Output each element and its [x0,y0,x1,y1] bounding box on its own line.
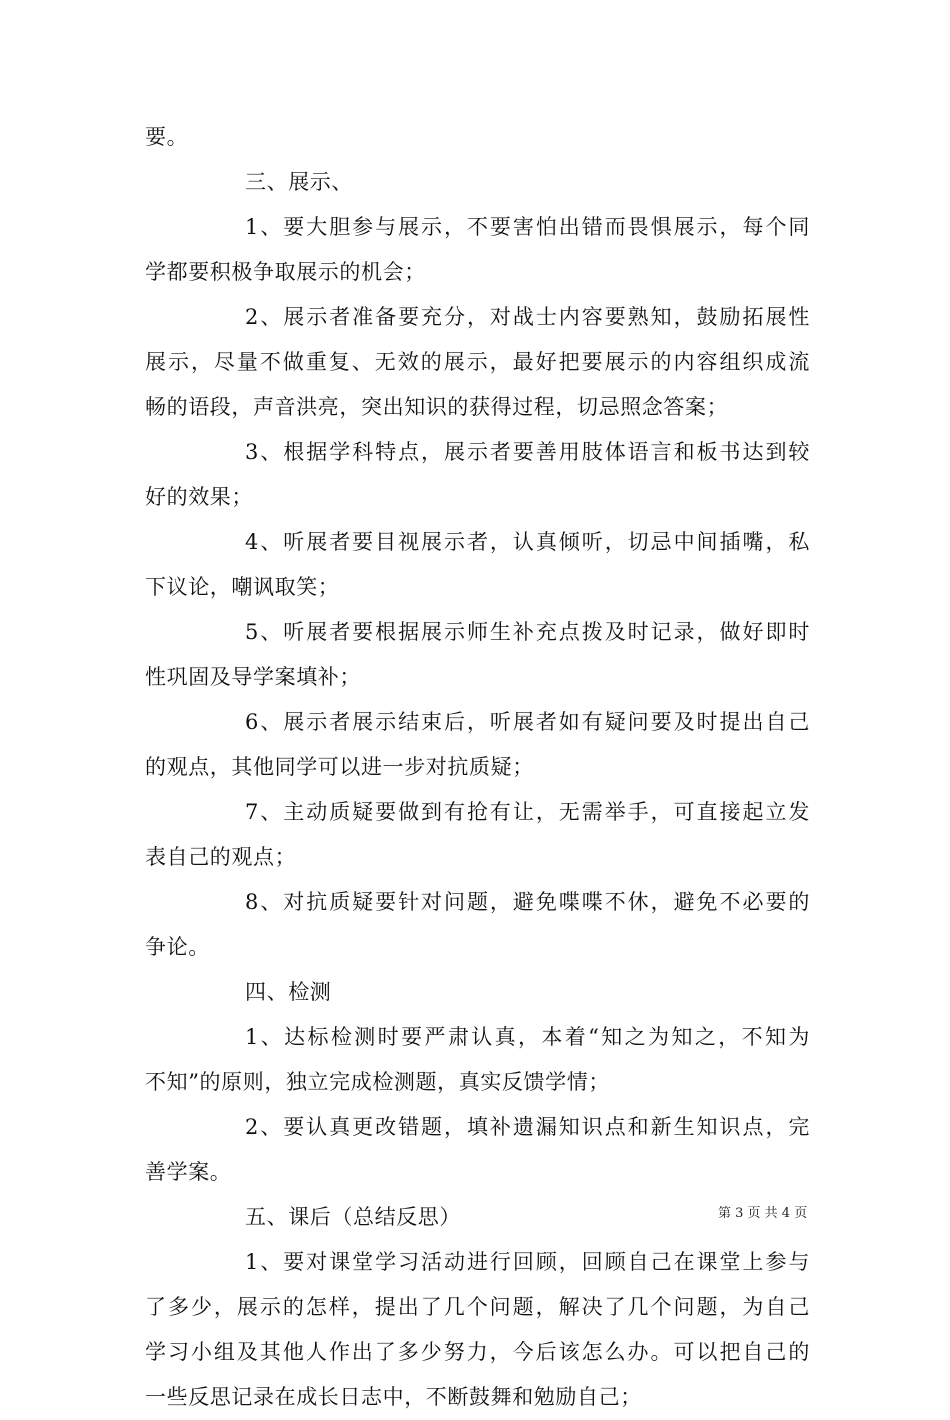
section-heading-test: 四、检测 [245,980,332,1004]
text-line: 性巩固及导学案填补； [145,665,361,689]
text-line: 下议论，嘲讽取笑； [145,575,340,599]
text-line: 3、根据学科特点，展示者要善用肢体语言和板书达到较 [245,440,810,464]
text-line: 争论。 [145,935,210,959]
text-line: 学都要积极争取展示的机会； [145,260,426,284]
text-line: 好的效果； [145,485,253,509]
text-line: 1、要对课堂学习活动进行回顾，回顾自己在课堂上参与 [245,1250,810,1274]
section-heading-show: 三、展示、 [245,170,353,194]
text-line: 2、要认真更改错题，填补遗漏知识点和新生知识点，完 [245,1115,810,1139]
text-line: 1、达标检测时要严肃认真，本着“知之为知之，不知为 [245,1025,810,1049]
text-line: 畅的语段，声音洪亮，突出知识的获得过程，切忌照念答案； [145,395,729,419]
text-line: 要。 [145,125,189,149]
text-line: 5、听展者要根据展示师生补充点拨及时记录，做好即时 [245,620,810,644]
document-body [145,115,810,1420]
text-line: 学习小组及其他人作出了多少努力，今后该怎么办。可以把自己的 [145,1340,810,1364]
text-line: 4、听展者要目视展示者，认真倾听，切忌中间插嘴，私 [245,530,810,554]
text-line: 了多少，展示的怎样，提出了几个问题，解决了几个问题，为自己 [145,1295,810,1319]
text-line: 7、主动质疑要做到有抢有让，无需举手，可直接起立发 [245,800,810,824]
text-line: 不知”的原则，独立完成检测题，真实反馈学情； [145,1070,610,1094]
text-line: 善学案。 [145,1160,232,1184]
text-line: 1、要大胆参与展示，不要害怕出错而畏惧展示，每个同 [245,215,810,239]
text-line: 展示，尽量不做重复、无效的展示，最好把要展示的内容组织成流 [145,350,810,374]
text-line: 8、对抗质疑要针对问题，避免喋喋不休，避免不必要的 [245,890,810,914]
text-line: 表自己的观点； [145,845,297,869]
text-line: 6、展示者展示结束后，听展者如有疑问要及时提出自己 [245,710,810,734]
text-line: 2、展示者准备要充分，对战士内容要熟知，鼓励拓展性 [245,305,810,329]
section-heading-after-class: 五、课后（总结反思） [245,1205,461,1229]
page-number-footer: 第 3 页 共 4 页 [718,1206,808,1221]
text-line: 的观点，其他同学可以进一步对抗质疑； [145,755,534,779]
text-line: 一些反思记录在成长日志中，不断鼓舞和勉励自己； [145,1385,642,1409]
